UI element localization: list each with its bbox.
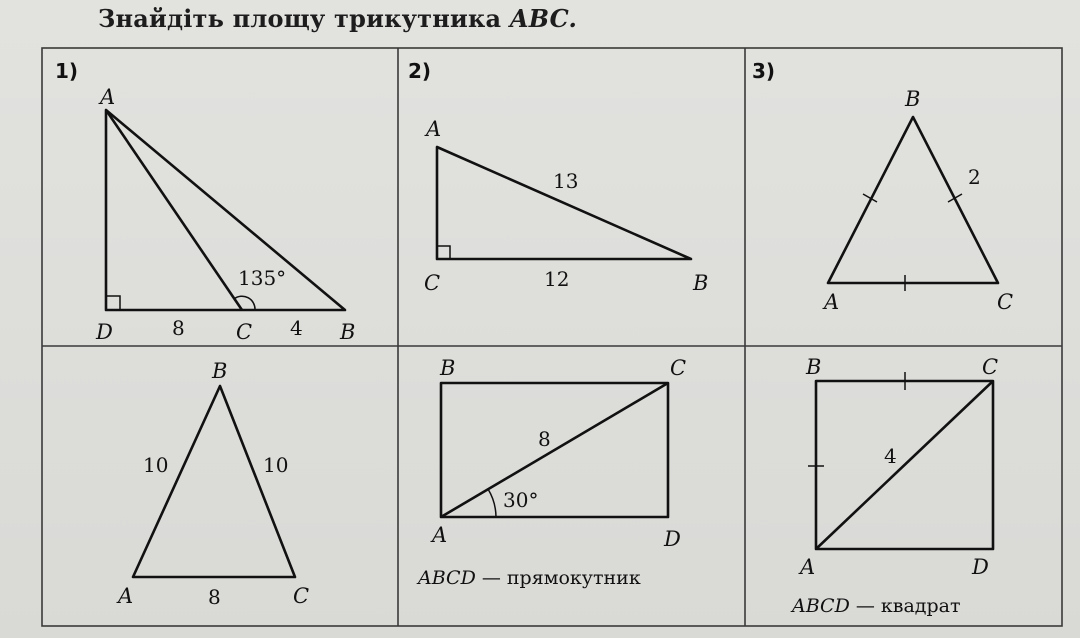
caption (790, 595, 961, 617)
right-angle-mark (437, 246, 450, 259)
label-a: A (824, 290, 840, 314)
label-d: D (664, 527, 681, 551)
value-angle: 30° (503, 488, 539, 512)
label-c: C (982, 355, 999, 379)
label-c: C (236, 320, 253, 344)
value-diagonal: 8 (538, 427, 551, 451)
right-angle-mark (106, 296, 120, 310)
label-c: C (424, 271, 441, 295)
table-frame (42, 48, 1062, 626)
label-c: C (293, 584, 310, 608)
problem-2-number: 2) (408, 59, 432, 83)
segment-ac (106, 110, 242, 310)
value-left-side: 10 (143, 453, 169, 477)
label-b: B (440, 356, 456, 380)
label-b: B (340, 320, 356, 344)
label-c: C (670, 356, 687, 380)
value-angle: 135° (238, 266, 287, 290)
label-d: D (96, 320, 113, 344)
value-right-side: 10 (263, 453, 289, 477)
diagonal-ac (441, 383, 668, 517)
label-a: A (426, 117, 442, 141)
problem-5 (416, 356, 686, 589)
diagonal-ac (816, 381, 993, 549)
triangle-acb (437, 147, 691, 259)
problem-1 (55, 59, 355, 344)
caption-name: ABCD (418, 567, 476, 589)
problem-3 (752, 59, 1013, 314)
value-leg: 12 (544, 267, 570, 291)
value-base: 8 (208, 585, 221, 609)
angle-arc (488, 489, 496, 517)
triangle-abc (133, 386, 295, 577)
problem-4 (116, 359, 309, 609)
label-a: A (432, 523, 448, 547)
caption-text: — прямокутник (475, 567, 641, 589)
task-title-vertices: ABC. (509, 4, 578, 33)
label-b: B (693, 271, 709, 295)
label-b: B (806, 355, 822, 379)
label-b: B (905, 87, 921, 111)
label-a: A (100, 85, 116, 109)
label-c: C (997, 290, 1014, 314)
label-b: B (212, 359, 228, 383)
triangle-abc (828, 117, 998, 283)
problem-3-number: 3) (752, 59, 776, 83)
value-diagonal: 4 (884, 444, 897, 468)
problem-2 (408, 59, 708, 295)
caption-text: — квадрат (849, 595, 961, 617)
caption (416, 567, 641, 589)
caption-name: ABCD (792, 595, 850, 617)
label-a: A (118, 584, 134, 608)
value-side: 2 (968, 165, 981, 189)
triangle-abd (106, 110, 345, 310)
task-title-text: Знайдіть площу трикутника (98, 4, 502, 33)
value-dc: 8 (172, 316, 185, 340)
label-d: D (972, 555, 989, 579)
problem-6 (790, 355, 998, 617)
value-cb: 4 (290, 316, 303, 340)
problem-1-number: 1) (55, 59, 79, 83)
value-hypotenuse: 13 (553, 169, 579, 193)
label-a: A (800, 555, 816, 579)
